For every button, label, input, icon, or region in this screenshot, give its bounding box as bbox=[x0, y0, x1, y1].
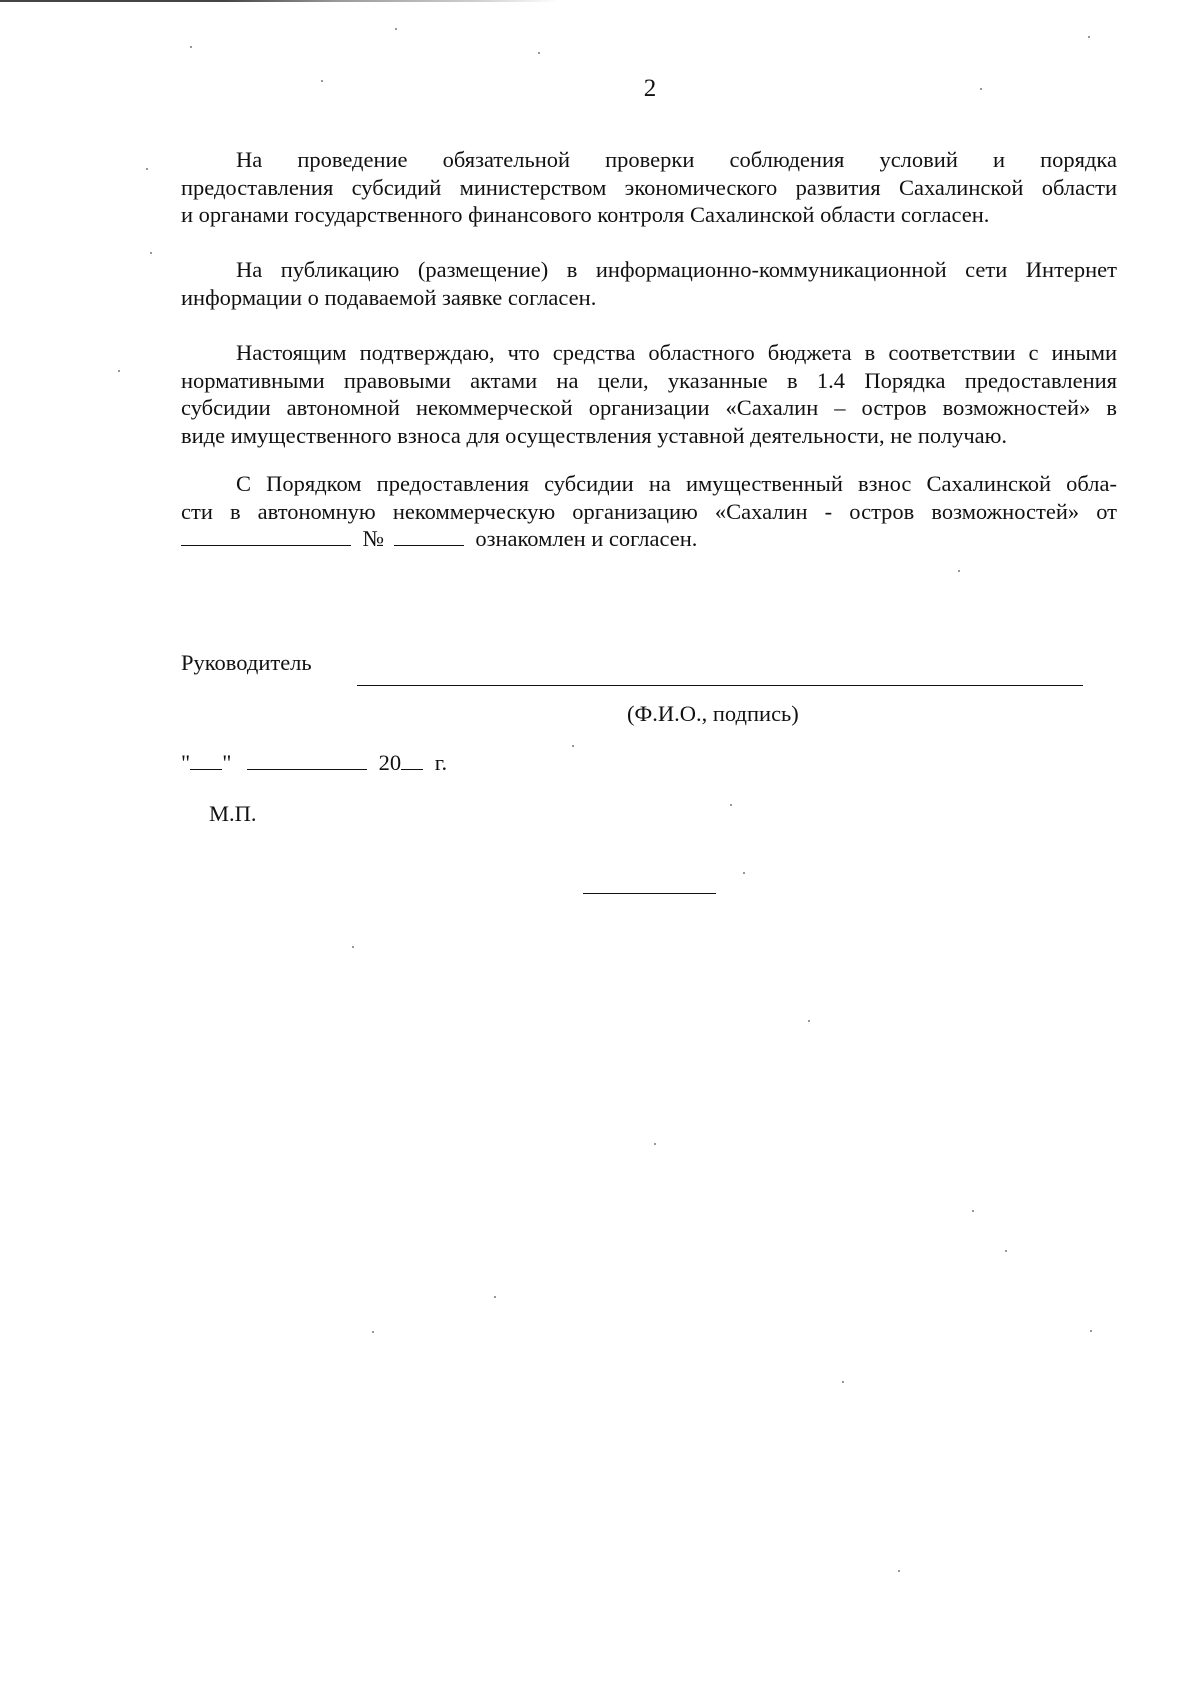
paragraph-line: С Порядком предоставления субсидии на имущественный взнос Сахалинской обла- bbox=[236, 471, 1117, 496]
paragraph-line: На проведение обязательной проверки соблюдения условий и порядка bbox=[236, 147, 1117, 172]
procedure-date-blank[interactable] bbox=[181, 527, 351, 546]
end-of-document-line bbox=[583, 893, 716, 894]
year-prefix: 20 bbox=[378, 750, 402, 775]
paragraph-line-procedure-reference bbox=[181, 525, 1117, 553]
date-close-quote: " bbox=[222, 750, 232, 775]
paragraph-line: предоставления субсидий министерством экономического развития Сахалинской области bbox=[181, 174, 1117, 200]
month-blank[interactable] bbox=[247, 751, 367, 770]
paragraph-line: нормативными правовыми актами на цели, указанные в 1.4 Порядка предоставления bbox=[181, 367, 1117, 393]
date-row bbox=[181, 749, 447, 777]
year-blank[interactable] bbox=[401, 751, 423, 770]
paragraph-funds-confirmation bbox=[181, 339, 1117, 449]
paragraph-inspection-consent bbox=[181, 146, 1117, 229]
acknowledgement-text: ознакомлен и согласен. bbox=[475, 526, 698, 551]
paragraph-line: сти в автономную некоммерческую организацию «Сахалин - остров возможностей» от bbox=[181, 498, 1117, 524]
paragraph-line: Настоящим подтверждаю, что средства областного бюджета в соответствии с иными bbox=[236, 340, 1117, 365]
number-sign: № bbox=[362, 526, 385, 551]
paragraph-line: и органами государственного финансового контроля Сахалинской области согласен. bbox=[181, 202, 990, 227]
paragraph-procedure-acknowledgement bbox=[181, 470, 1117, 553]
paragraph-line: субсидии автономной некоммерческой организации «Сахалин – остров возможностей» в bbox=[181, 395, 1117, 420]
paragraph-line: информации о подаваемой заявке согласен. bbox=[181, 284, 597, 310]
scan-edge-artifact bbox=[0, 0, 560, 2]
paragraph-line: виде имущественного взноса для осуществления уставной деятельности, не получаю. bbox=[181, 422, 1008, 448]
date-open-quote: " bbox=[181, 750, 191, 775]
signature-line[interactable] bbox=[357, 685, 1083, 686]
stamp-label: М.П. bbox=[209, 801, 257, 826]
paragraph-publication-consent bbox=[181, 256, 1117, 311]
year-suffix: г. bbox=[434, 750, 448, 775]
signature-caption: (Ф.И.О., подпись) bbox=[627, 701, 799, 726]
procedure-number-blank[interactable] bbox=[394, 527, 464, 546]
paragraph-line: На публикацию (размещение) в информационно-коммуникационной сети Интернет bbox=[236, 257, 1117, 282]
page-number: 2 bbox=[643, 75, 657, 102]
signer-label: Руководитель bbox=[181, 650, 312, 675]
day-blank[interactable] bbox=[190, 751, 222, 770]
